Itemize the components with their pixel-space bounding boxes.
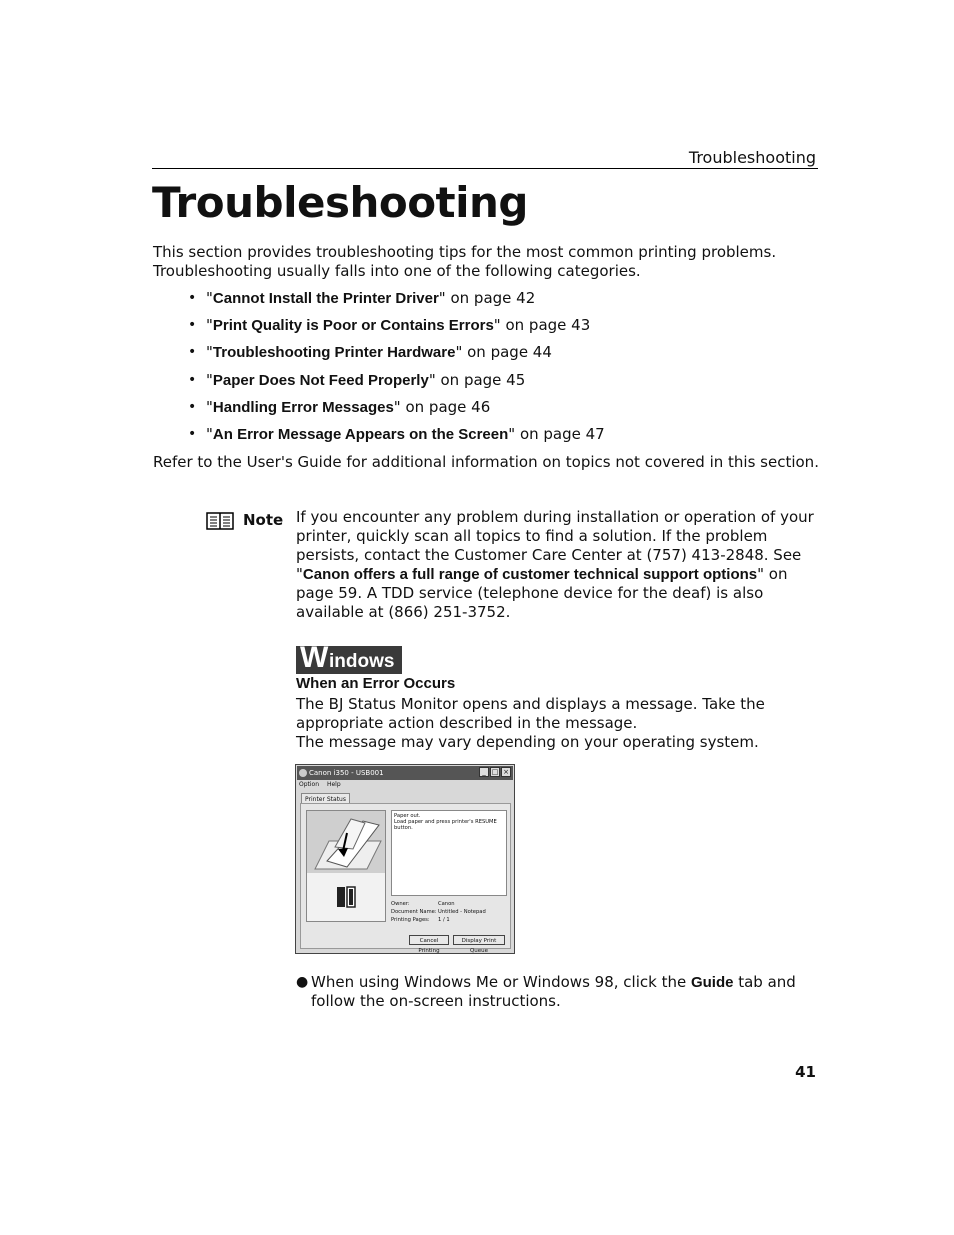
page-number: 41 [795,1063,816,1081]
app-icon [299,769,307,777]
book-icon [206,512,234,530]
bullet-icon: • [188,398,197,415]
bullet-icon: ● [296,974,309,990]
section-heading: When an Error Occurs [296,675,456,692]
topic-link[interactable]: Print Quality is Poor or Contains Errors [212,317,494,335]
bullet-icon: • [188,371,197,388]
status-monitor-screenshot [295,764,515,954]
maximize-icon[interactable]: □ [491,768,499,776]
paper-out-illustration [306,810,386,922]
minimize-icon[interactable]: _ [479,767,489,777]
list-item: • "An Error Message Appears on the Screen" on page 47 [188,424,605,443]
windows-logo: W indows [296,646,402,674]
status-panel [300,803,511,954]
menu-bar [299,781,347,788]
bullet-icon: • [188,344,197,361]
guide-instruction: ● When using Windows Me or Windows 98, click the Guide tab and follow the on-screen instructions. [296,973,796,1010]
topic-link[interactable]: An Error Message Appears on the Screen [212,425,509,443]
header-rule [152,168,818,169]
tab-printer-status[interactable]: Printer Status [301,793,350,805]
topic-link[interactable]: Troubleshooting Printer Hardware [212,344,456,362]
job-info: Owner: Canon Document Name:Untitled - Notepad Printing Pages: 1 / 1 [391,901,486,923]
list-item: • "Print Quality is Poor or Contains Errors" on page 43 [188,316,591,335]
bullet-icon: • [188,425,197,442]
topic-link[interactable]: Handling Error Messages [212,398,394,416]
section-text: The BJ Status Monitor opens and displays a message. Take the appropriate action described in the message. The message may vary depending on your operating system. [296,695,765,751]
list-item: • "Handling Error Messages" on page 46 [188,397,491,416]
cancel-printing-button[interactable]: Cancel Printing [409,935,449,945]
support-link[interactable]: Canon offers a full range of customer technical support options [302,566,758,583]
page-title: Troubleshooting [152,178,528,227]
list-item: • "Cannot Install the Printer Driver" on page 42 [188,289,536,307]
status-message: Paper out. Load paper and press printer's RESUME button. [391,810,507,896]
topic-link[interactable]: Cannot Install the Printer Driver [212,290,439,307]
bullet-icon: • [188,290,197,306]
note-label: Note [243,511,284,529]
bullet-icon: • [188,317,197,334]
display-print-queue-button[interactable]: Display Print Queue [453,935,505,945]
list-item: • "Troubleshooting Printer Hardware" on page 44 [188,343,552,362]
menu-option[interactable]: Option [299,781,320,788]
running-header: Troubleshooting [688,148,816,167]
menu-help[interactable]: Help [326,781,341,788]
close-icon[interactable]: × [501,767,511,777]
intro-paragraph: This section provides troubleshooting tips for the most common printing problems. Troubleshooting usually falls into one of the following categories. [153,243,777,280]
note-text: If you encounter any problem during installation or operation of your printer, quickly scan all topics to find a solution. If the problem persists, contact the Customer Care Center at (757) 413-2848. See "Canon offers a full range of customer technical support options" on page 59. A TDD service (telephone device for the deaf) is also available at (866) 251-3752. [296,508,814,621]
list-item: • "Paper Does Not Feed Properly" on page 45 [188,370,526,389]
guide-tab-reference: Guide [690,974,734,991]
window-titlebar: Canon i350 - USB001 [297,766,513,780]
refer-paragraph: Refer to the User's Guide for additional information on topics not covered in this section. [153,453,819,471]
topic-link[interactable]: Paper Does Not Feed Properly [212,371,429,389]
topic-list [188,289,605,452]
